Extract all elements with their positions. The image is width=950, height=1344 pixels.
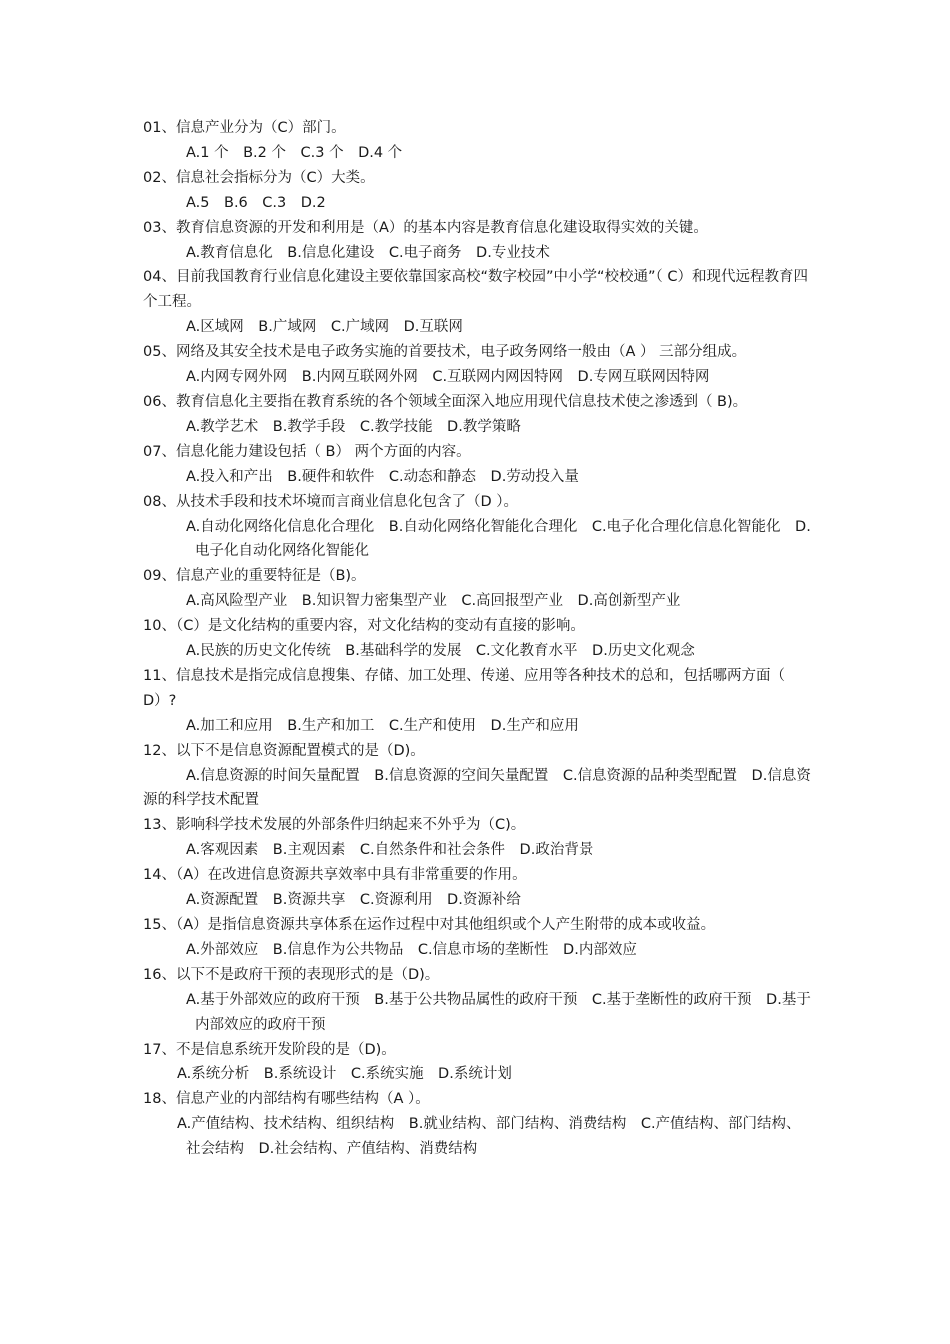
question-14: 14、（A）在改进信息资源共享效率中具有非常重要的作用。: [143, 867, 527, 884]
question-15: 15、（A）是指信息资源共享体系在运作过程中对其他组织或个人产生附带的成本或收益。: [143, 917, 716, 933]
question-17: 17、不是信息系统开发阶段的是（D)。: [143, 1041, 396, 1058]
question-list: [143, 116, 815, 1162]
options-04: A.区域网 B.广域网 C.广域网 D.互联网: [186, 319, 463, 336]
question-03: 03、教育信息资源的开发和利用是（A）的基本内容是教育信息化建设取得实效的关键。: [143, 219, 708, 236]
options-03: A.教育信息化 B.信息化建设 C.电子商务 D.专业技术: [186, 244, 550, 261]
question-16: 16、以下不是政府干预的表现形式的是（D)。: [143, 966, 440, 983]
question-05: 05、网络及其安全技术是电子政务实施的首要技术，电子政务网络一般由（A ） 三部分组成。: [143, 344, 747, 361]
question-12: 12、以下不是信息资源配置模式的是（D)。: [143, 742, 425, 759]
question-08: 08、从技术手段和技术坏境而言商业信息化包含了（D ）。: [143, 493, 518, 510]
options-01: A.1 个 B.2 个 C.3 个 D.4 个: [186, 144, 403, 161]
question-02: 02、信息社会指标分为（C）大类。: [143, 169, 375, 186]
question-01: 01、信息产业分为（C）部门。: [143, 120, 346, 136]
question-11: 11、信息技术是指完成信息搜集、存储、加工处理、传递、应用等各种技术的总和，包括哪两方面（ D）?: [143, 667, 785, 709]
options-08: A.自动化网络化信息化合理化 B.自动化网络化智能化合理化 C.电子化合理化信息化智能化 D.电子化自动化网络化智能化: [186, 518, 811, 560]
question-13: 13、影响科学技术发展的外部条件归纳起来不外乎为（C)。: [143, 817, 526, 834]
question-07: 07、信息化能力建设包括（ B） 两个方面的内容。: [143, 443, 471, 460]
options-02: A.5 B.6 C.3 D.2: [186, 194, 326, 211]
options-07: A.投入和产出 B.硬件和软件 C.动态和静态 D.劳动投入量: [186, 468, 579, 485]
options-15: A.外部效应 B.信息作为公共物品 C.信息市场的垄断性 D.内部效应: [186, 941, 637, 958]
options-10: A.民族的历史文化传统 B.基础科学的发展 C.文化教育水平 D.历史文化观念: [186, 643, 695, 660]
options-14: A.资源配置 B.资源共享 C.资源利用 D.资源补给: [186, 892, 521, 909]
options-13: A.客观因素 B.主观因素 C.自然条件和社会条件 D.政治背景: [186, 842, 594, 859]
options-06: A.教学艺术 B.教学手段 C.教学技能 D.教学策略: [186, 418, 521, 435]
options-18: A.产值结构、技术结构、组织结构 B.就业结构、部门结构、消费结构 C.产值结构、部门结构、社会结构 D.社会结构、产值结构、消费结构: [177, 1116, 801, 1158]
options-12: A.信息资源的时间矢量配置 B.信息资源的空间矢量配置 C.信息资源的品种类型配置 D.信息资源的科学技术配置: [143, 767, 811, 809]
question-09: 09、信息产业的重要特征是（B)。: [143, 568, 366, 585]
options-11: A.加工和应用 B.生产和加工 C.生产和使用 D.生产和应用: [186, 717, 579, 734]
question-18: 18、信息产业的内部结构有哪些结构（A ）。: [143, 1091, 430, 1108]
options-09: A.高风险型产业 B.知识智力密集型产业 C.高回报型产业 D.高创新型产业: [186, 593, 681, 610]
options-17: A.系统分析 B.系统设计 C.系统实施 D.系统计划: [177, 1066, 512, 1083]
question-06: 06、教育信息化主要指在教育系统的各个领域全面深入地应用现代信息技术使之渗透到（ B)。: [143, 393, 748, 410]
question-04: 04、目前我国教育行业信息化建设主要依靠国家高校“数字校园”中小学“校校通”（ C）和现代远程教育四个工程。: [143, 269, 808, 311]
options-16: A.基于外部效应的政府干预 B.基于公共物品属性的政府干预 C.基于垄断性的政府干预 D.基于内部效应的政府干预: [186, 991, 811, 1033]
options-05: A.内网专网外网 B.内网互联网外网 C.互联网内网因特网 D.专网互联网因特网: [186, 369, 710, 386]
question-10: 10、（C）是文化结构的重要内容，对文化结构的变动有直接的影响。: [143, 618, 585, 635]
